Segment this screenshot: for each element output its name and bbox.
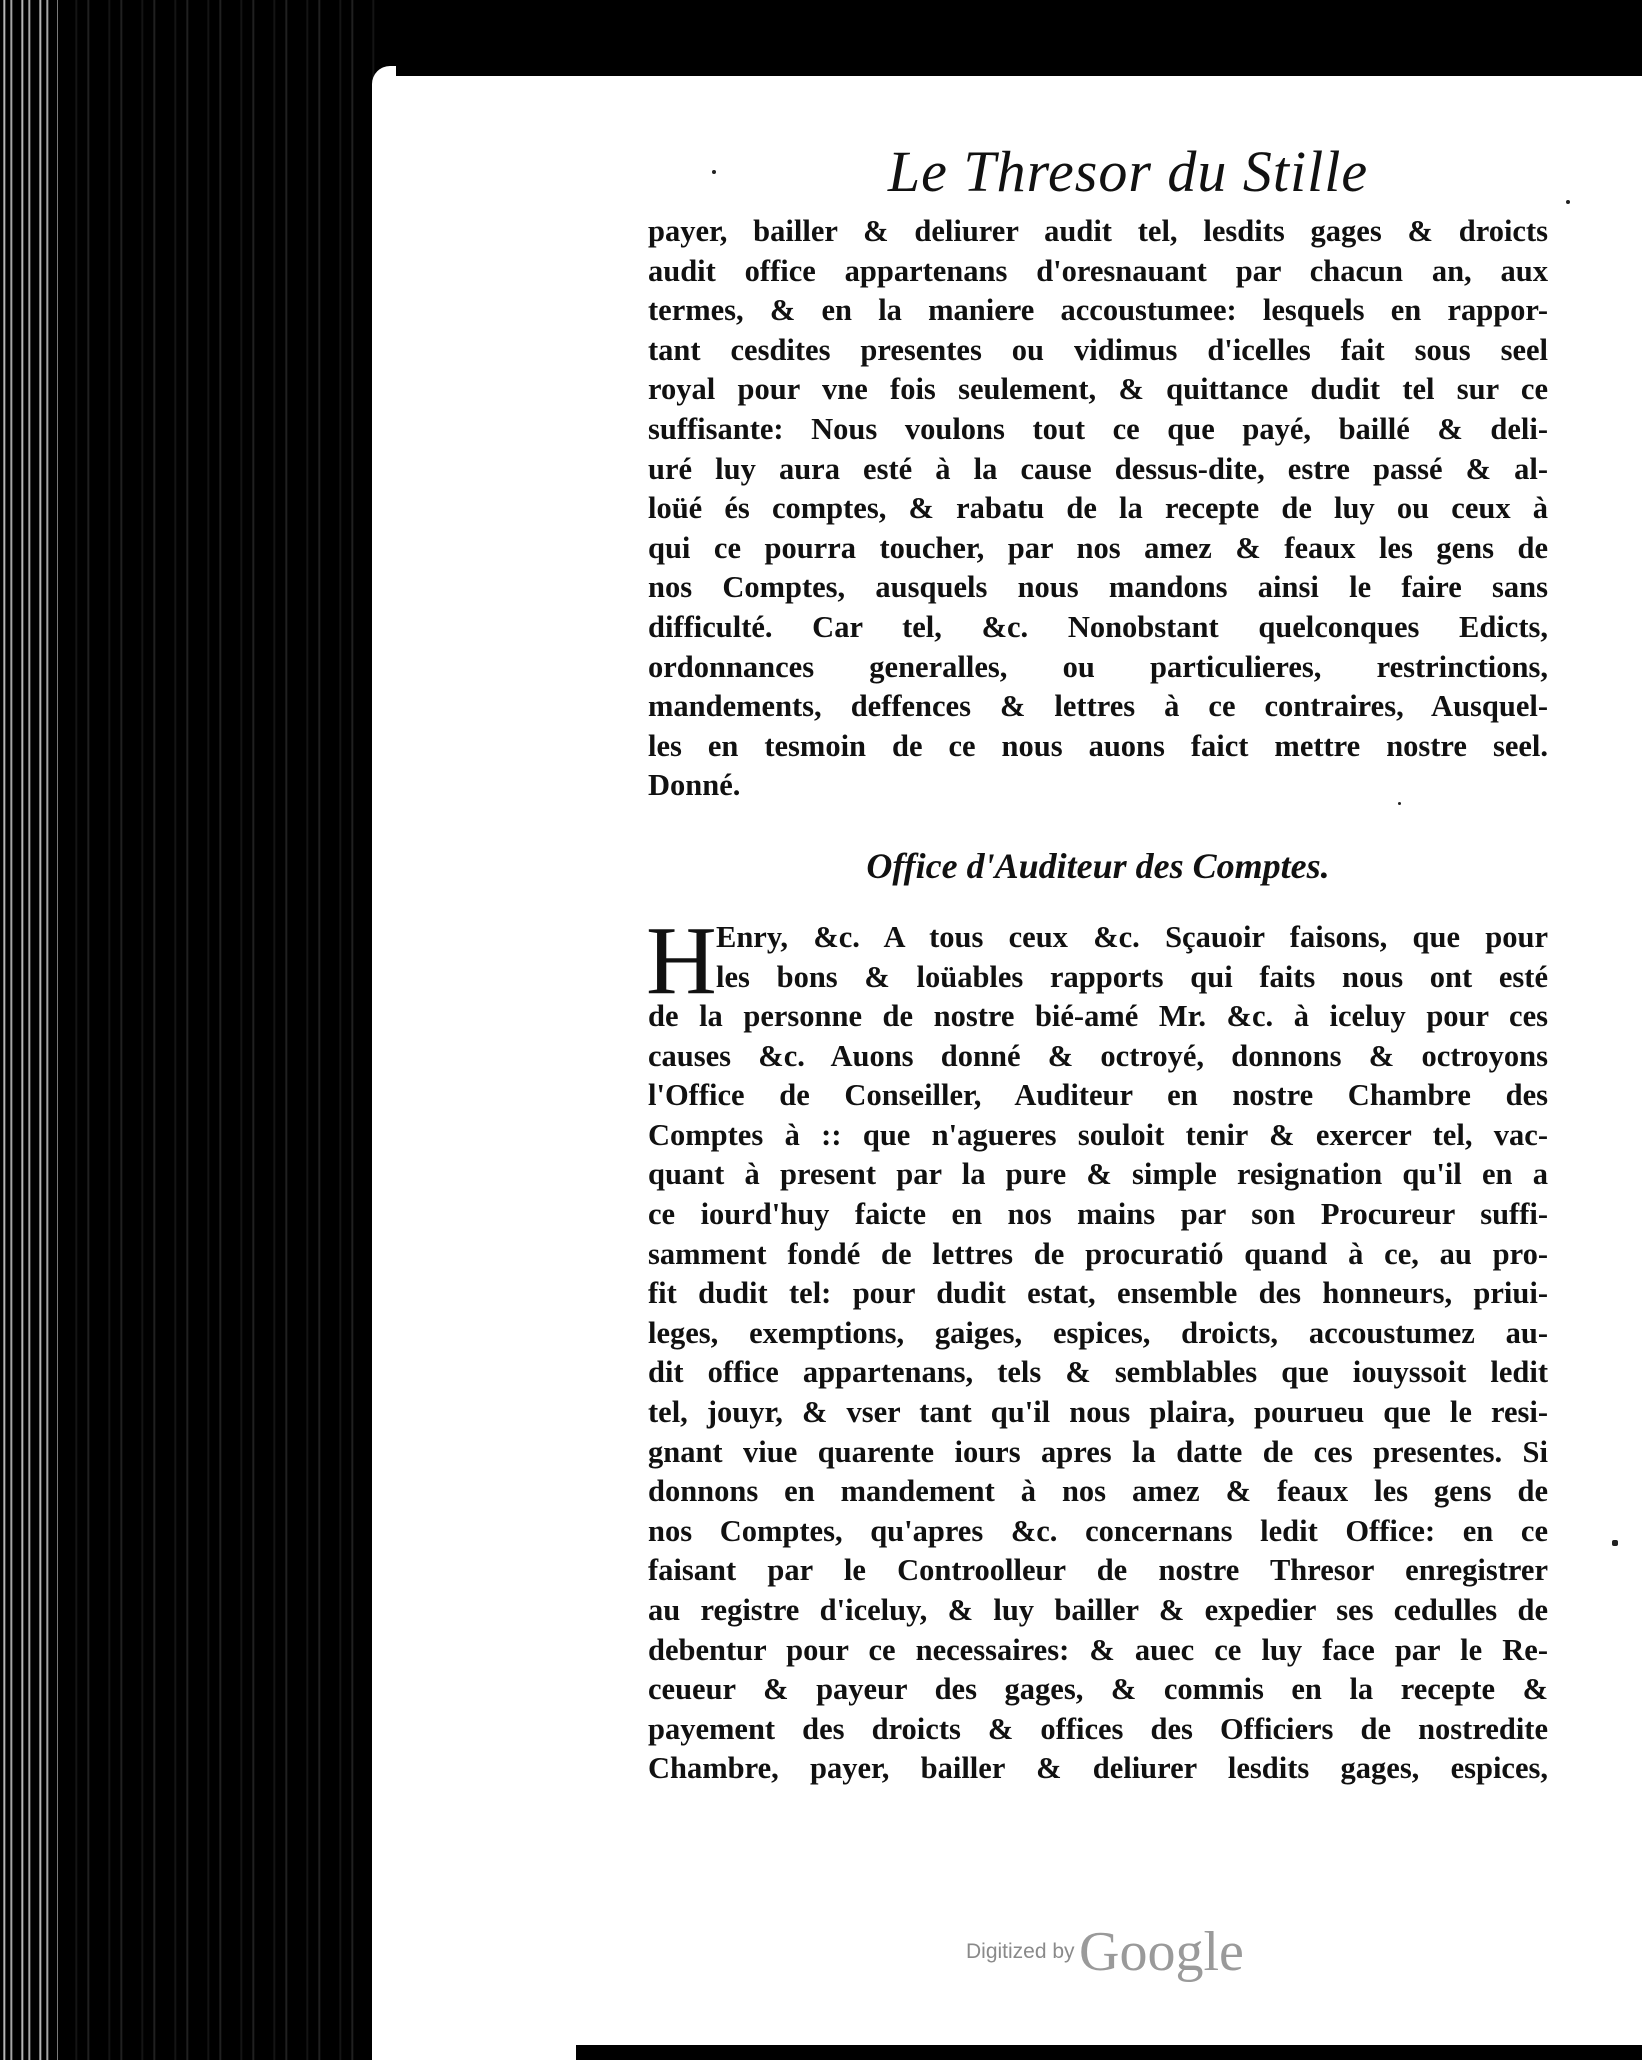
- ink-speck: [1566, 200, 1570, 204]
- text-line: les en tesmoin de ce nous auons faict mettre nostre seel.: [648, 728, 1548, 763]
- scan-bottom-border: [576, 2045, 1642, 2060]
- text-line: nos Comptes, ausquels nous mandons ainsi le faire sans: [648, 570, 1548, 605]
- text-line: samment fondé de lettres de procuratió quand à ce, au pro-: [648, 1236, 1548, 1271]
- text-line: nos Comptes, qu'apres &c. concernans ledit Office: en ce: [648, 1513, 1548, 1548]
- text-line: debentur pour ce necessaires: & auec ce luy face par le Re-: [648, 1632, 1548, 1667]
- text-line: uré luy aura esté à la cause dessus-dite, estre passé & al-: [648, 451, 1548, 486]
- drop-cap: H: [646, 906, 717, 1015]
- page-corner: [372, 66, 396, 2060]
- text-line: qui ce pourra toucher, par nos amez & feaux les gens de: [648, 530, 1548, 565]
- text-line: ceueur & payeur des gages, & commis en la recepte &: [648, 1672, 1548, 1707]
- text-line: leges, exemptions, gaiges, espices, droicts, accoustumez au-: [648, 1315, 1548, 1350]
- text-line: Donné.: [648, 768, 741, 803]
- text-line: payement des droicts & offices des Officiers de nostredite: [648, 1711, 1548, 1746]
- watermark-prefix: Digitized by: [966, 1940, 1075, 1963]
- section-heading: Office d'Auditeur des Comptes.: [866, 845, 1330, 886]
- text-line: tel, jouyr, & vser tant qu'il nous plaira, pourueu que le resi-: [648, 1395, 1548, 1430]
- text-line: l'Office de Conseiller, Auditeur en nostre Chambre des: [648, 1078, 1548, 1113]
- text-line: termes, & en la maniere accoustumee: lesquels en rappor-: [648, 293, 1548, 328]
- page-stack-edge: [0, 0, 58, 2060]
- text-line: causes &c. Auons donné & octroyé, donnons & octroyons: [648, 1038, 1548, 1073]
- text-line: payer, bailler & deliurer audit tel, lesdits gages & droicts: [648, 214, 1548, 248]
- text-line: Enry, &c. A tous ceux &c. Sçauoir faisons, que pour: [716, 919, 1548, 954]
- text-line: royal pour vne fois seulement, & quittance dudit tel sur ce: [648, 372, 1548, 407]
- text-line: Chambre, payer, bailler & deliurer lesdits gages, espices,: [648, 1751, 1548, 1786]
- first-paragraph: [648, 212, 1548, 806]
- text-line: dit office appartenans, tels & semblables que iouyssoit ledit: [648, 1355, 1548, 1390]
- text-line: suffisante: Nous voulons tout ce que payé, baillé & deli-: [648, 411, 1548, 446]
- text-line: loüé és comptes, & rabatu de la recepte de luy ou ceux à: [648, 491, 1548, 526]
- text-line: ce iourd'huy faicte en nos mains par son Procureur suffi-: [648, 1197, 1548, 1232]
- text-line: Comptes à :: que n'agueres souloit tenir & exercer tel, vac-: [648, 1117, 1548, 1152]
- second-paragraph: [646, 906, 1548, 1789]
- text-line: donnons en mandement à nos amez & feaux les gens de: [648, 1474, 1548, 1509]
- text-line: fit dudit tel: pour dudit estat, ensemble des honneurs, priui-: [648, 1276, 1548, 1311]
- text-line: audit office appartenans d'oresnauant par chacun an, aux: [648, 253, 1548, 288]
- ink-speck: [1612, 1540, 1618, 1546]
- text-line: les bons & loüables rapports qui faits nous ont esté: [716, 959, 1548, 994]
- text-line: gnant viue quarente iours apres la datte de ces presentes. Si: [648, 1434, 1548, 1469]
- text-line: quant à present par la pure & simple resignation qu'il en a: [648, 1157, 1548, 1192]
- text-line: difficulté. Car tel, &c. Nonobstant quelconques Edicts,: [648, 609, 1548, 644]
- page-text: [648, 140, 1548, 1789]
- text-line: ordonnances generalles, ou particulieres, restrinctions,: [648, 649, 1548, 684]
- digitized-watermark: [966, 1920, 1244, 1984]
- text-line: mandements, deffences & lettres à ce contraires, Ausquel-: [648, 689, 1548, 724]
- text-line: de la personne de nostre bié-amé Mr. &c. à iceluy pour ces: [648, 999, 1548, 1034]
- text-line: au registre d'iceluy, & luy bailler & expedier ses cedulles de: [648, 1593, 1548, 1627]
- text-line: faisant par le Controolleur de nostre Thresor enregistrer: [648, 1553, 1548, 1588]
- running-head: Le Thresor du Stille: [887, 139, 1369, 204]
- google-logo: Google: [1079, 1921, 1244, 1983]
- text-line: tant cesdites presentes ou vidimus d'icelles fait sous seel: [648, 332, 1548, 367]
